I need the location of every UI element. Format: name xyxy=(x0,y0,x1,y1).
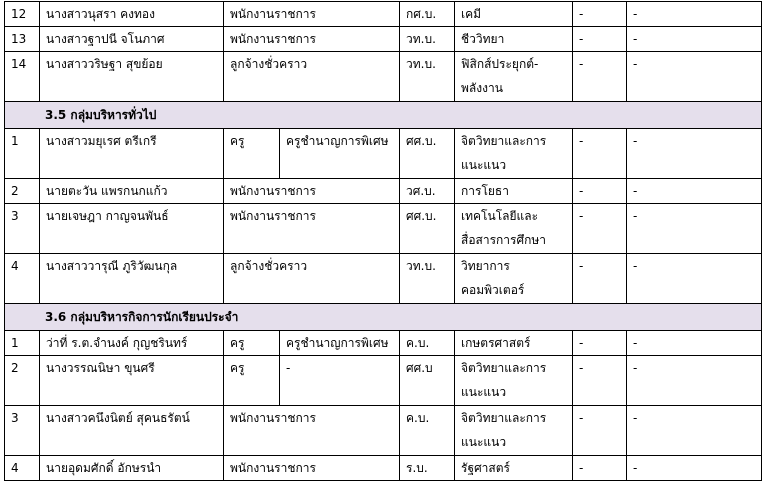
position-cell: ลูกจ้างชั่วคราว xyxy=(224,254,400,304)
major-cell: จิตวิทยาและการแนะแนว xyxy=(455,406,573,456)
row-number-cell: 3 xyxy=(5,406,40,456)
name-cell: นางวรรณนิษา ขุนศรี xyxy=(40,356,224,406)
table-row xyxy=(5,456,762,481)
extra-cell-2: - xyxy=(627,204,762,254)
name-cell: นางสาวฐาปนี จโนภาศ xyxy=(40,27,224,52)
row-number-cell: 4 xyxy=(5,254,40,304)
position-cell: พนักงานราชการ xyxy=(224,406,400,456)
position-cell: ครู xyxy=(224,331,280,356)
extra-cell-2: - xyxy=(627,331,762,356)
extra-cell-2: - xyxy=(627,456,762,481)
row-number-cell: 12 xyxy=(5,2,40,27)
extra-cell-1: - xyxy=(573,456,627,481)
row-number-cell: 13 xyxy=(5,27,40,52)
table-row xyxy=(5,129,762,179)
rank-cell: - xyxy=(280,356,400,406)
extra-cell-1: - xyxy=(573,27,627,52)
major-cell: จิตวิทยาและการแนะแนว xyxy=(455,356,573,406)
major-cell: จิตวิทยาและการแนะแนว xyxy=(455,129,573,179)
name-cell: นางสาววริษฐา สุขย้อย xyxy=(40,52,224,102)
position-cell: พนักงานราชการ xyxy=(224,204,400,254)
degree-cell: ร.บ. xyxy=(400,456,455,481)
extra-cell-1: - xyxy=(573,129,627,179)
degree-cell: วท.บ. xyxy=(400,254,455,304)
table-row xyxy=(5,27,762,52)
position-cell: พนักงานราชการ xyxy=(224,179,400,204)
major-cell: ฟิสิกส์ประยุกต์-พลังงาน xyxy=(455,52,573,102)
extra-cell-2: - xyxy=(627,129,762,179)
extra-cell-1: - xyxy=(573,406,627,456)
name-cell: นางสาวคนึงนิตย์ สุคนธรัตน์ xyxy=(40,406,224,456)
degree-cell: ค.บ. xyxy=(400,331,455,356)
staff-table-body xyxy=(5,2,762,481)
row-number-cell: 2 xyxy=(5,356,40,406)
row-number-cell: 1 xyxy=(5,331,40,356)
name-cell: นางสาวนุสรา คงทอง xyxy=(40,2,224,27)
position-cell: ลูกจ้างชั่วคราว xyxy=(224,52,400,102)
row-number-cell: 2 xyxy=(5,179,40,204)
table-row xyxy=(5,356,762,406)
name-cell: นางสาวมยุเรศ ตรีเกรี xyxy=(40,129,224,179)
degree-cell: วท.บ. xyxy=(400,52,455,102)
extra-cell-2: - xyxy=(627,406,762,456)
major-cell: เกษตรศาสตร์ xyxy=(455,331,573,356)
table-row xyxy=(5,52,762,102)
major-cell: รัฐศาสตร์ xyxy=(455,456,573,481)
section-title: 3.6 กลุ่มบริหารกิจการนักเรียนประจำ xyxy=(5,304,762,331)
rank-cell: ครูชำนาญการพิเศษ xyxy=(280,129,400,179)
major-cell: ชีววิทยา xyxy=(455,27,573,52)
degree-cell: กศ.บ. xyxy=(400,2,455,27)
table-row xyxy=(5,179,762,204)
extra-cell-2: - xyxy=(627,27,762,52)
table-row xyxy=(5,406,762,456)
row-number-cell: 4 xyxy=(5,456,40,481)
row-number-cell: 3 xyxy=(5,204,40,254)
position-cell: พนักงานราชการ xyxy=(224,456,400,481)
extra-cell-2: - xyxy=(627,356,762,406)
extra-cell-2: - xyxy=(627,2,762,27)
position-cell: ครู xyxy=(224,356,280,406)
extra-cell-1: - xyxy=(573,331,627,356)
degree-cell: วท.บ. xyxy=(400,27,455,52)
position-cell: พนักงานราชการ xyxy=(224,2,400,27)
table-row xyxy=(5,331,762,356)
table-row xyxy=(5,204,762,254)
extra-cell-2: - xyxy=(627,254,762,304)
degree-cell: วศ.บ. xyxy=(400,179,455,204)
position-cell: พนักงานราชการ xyxy=(224,27,400,52)
table-row xyxy=(5,254,762,304)
section-header-row xyxy=(5,304,762,331)
extra-cell-1: - xyxy=(573,254,627,304)
name-cell: นายอุดมศักดิ์ อักษรนำ xyxy=(40,456,224,481)
row-number-cell: 14 xyxy=(5,52,40,102)
major-cell: เทคโนโลยีและสื่อสารการศึกษา xyxy=(455,204,573,254)
degree-cell: ศศ.บ. xyxy=(400,129,455,179)
extra-cell-1: - xyxy=(573,356,627,406)
table-row xyxy=(5,2,762,27)
degree-cell: ค.บ. xyxy=(400,406,455,456)
extra-cell-1: - xyxy=(573,179,627,204)
degree-cell: ศศ.บ. xyxy=(400,204,455,254)
section-title: 3.5 กลุ่มบริหารทั่วไป xyxy=(5,102,762,129)
name-cell: นายตะวัน แพรกนกแก้ว xyxy=(40,179,224,204)
name-cell: นายเจษฎา กาญจนพันธ์ xyxy=(40,204,224,254)
extra-cell-1: - xyxy=(573,52,627,102)
extra-cell-1: - xyxy=(573,2,627,27)
name-cell: ว่าที่ ร.ต.จำนงค์ กุญชรินทร์ xyxy=(40,331,224,356)
rank-cell: ครูชำนาญการพิเศษ xyxy=(280,331,400,356)
major-cell: การโยธา xyxy=(455,179,573,204)
degree-cell: ศศ.บ xyxy=(400,356,455,406)
position-cell: ครู xyxy=(224,129,280,179)
name-cell: นางสาววารุณี ภูริวัฒนกุล xyxy=(40,254,224,304)
major-cell: เคมี xyxy=(455,2,573,27)
staff-table xyxy=(4,1,762,481)
extra-cell-2: - xyxy=(627,179,762,204)
extra-cell-1: - xyxy=(573,204,627,254)
extra-cell-2: - xyxy=(627,52,762,102)
section-header-row xyxy=(5,102,762,129)
major-cell: วิทยาการคอมพิวเตอร์ xyxy=(455,254,573,304)
row-number-cell: 1 xyxy=(5,129,40,179)
